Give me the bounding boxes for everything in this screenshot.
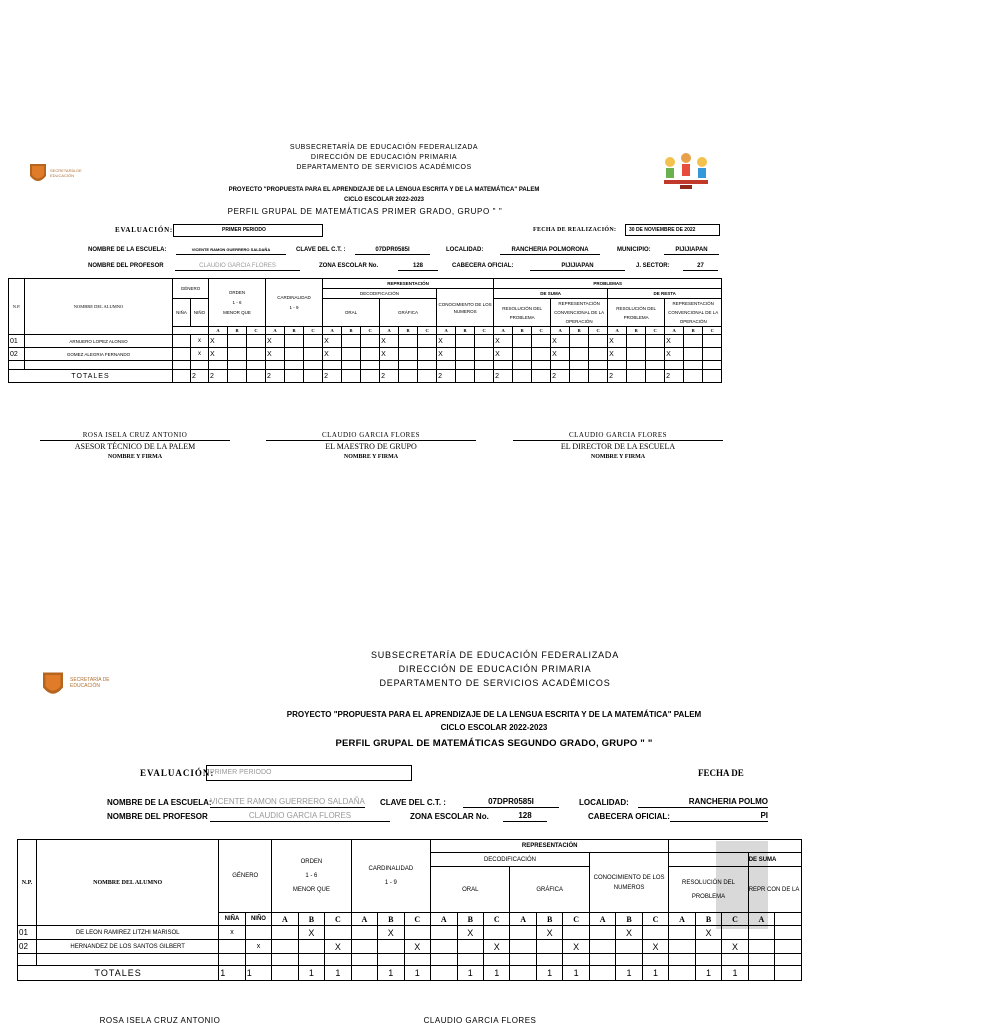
- empty-cell: [18, 954, 37, 966]
- abc-header: B: [457, 913, 483, 926]
- col-nina-header: NIÑA: [173, 299, 191, 327]
- col-representacion-header: REPRESENTACIÓN: [431, 840, 669, 853]
- mark-cell: X: [608, 348, 627, 361]
- signer-name: CLAUDIO GARCIA FLORES: [321, 431, 420, 439]
- mark-cell: X: [323, 348, 342, 361]
- abc-header: A: [669, 913, 695, 926]
- totales-label: TOTALES: [18, 966, 219, 981]
- empty-cell: [695, 954, 721, 966]
- abc-header: C: [589, 327, 608, 335]
- mark-cell: [536, 940, 562, 954]
- signer-role: EL MAESTRO DE GRUPO: [266, 440, 476, 452]
- evaluacion-label: EVALUACIÓN:: [115, 226, 174, 234]
- mark-cell: X: [608, 335, 627, 348]
- table-row: [18, 954, 802, 966]
- nina-mark: [219, 940, 245, 954]
- abc-header: C: [646, 327, 665, 335]
- mark-cell: [431, 926, 457, 940]
- student-name: GOMEZ ALEGRIA FERNANDO: [25, 348, 173, 361]
- mark-cell: X: [551, 335, 570, 348]
- mark-cell: [404, 926, 431, 940]
- mark-cell: X: [536, 926, 562, 940]
- abc-header: B: [536, 913, 562, 926]
- abc-header: A: [272, 913, 298, 926]
- mark-cell: [351, 940, 377, 954]
- mark-cell: [272, 940, 298, 954]
- abc-header: B: [570, 327, 589, 335]
- abc-header: B: [378, 913, 404, 926]
- empty-cell: [510, 954, 536, 966]
- abc-header: C: [703, 327, 722, 335]
- sector-label: J. SECTOR:: [636, 263, 670, 269]
- zona-label: ZONA ESCOLAR No.: [319, 263, 379, 269]
- col-representacion-header: REPRESENTACIÓN: [323, 279, 494, 289]
- blank-cell: [669, 853, 748, 867]
- abc-header: A: [589, 913, 615, 926]
- col-decodificacion-header: DECODIFICACIÓN: [431, 853, 590, 867]
- col-resolucion-header: RESOLUCIÓN DEL PROBLEMA: [494, 299, 551, 327]
- abc-header: A: [351, 913, 377, 926]
- mark-cell: X: [551, 348, 570, 361]
- abc-header: B: [399, 327, 418, 335]
- col-oral-header: ORAL: [323, 299, 380, 327]
- header-line-1: SUBSECRETARÍA DE EDUCACIÓN FEDERALIZADA: [289, 144, 479, 151]
- mark-cell: [642, 926, 669, 940]
- signer-sub: NOMBRE Y FIRMA: [343, 454, 399, 460]
- logo-text: SECRETARÍA DE EDUCACIÓN: [50, 168, 82, 178]
- mark-cell: [325, 926, 351, 940]
- student-np: 01: [9, 335, 25, 348]
- header-line-3: DEPARTAMENTO DE SERVICIOS ACADÉMICOS: [379, 678, 611, 688]
- empty-cell: [325, 954, 351, 966]
- blank-cell: [775, 966, 802, 981]
- mark-cell: [748, 940, 774, 954]
- fecha-label: FECHA DE: [698, 768, 744, 778]
- total-cell: 1: [563, 966, 589, 981]
- total-cell: [748, 966, 774, 981]
- localidad-label: LOCALIDAD:: [579, 798, 629, 807]
- signer-sub: NOMBRE Y FIRMA: [590, 454, 646, 460]
- evaluacion-value: PRIMER PERIODO: [173, 224, 323, 237]
- localidad-label: LOCALIDAD:: [446, 247, 484, 253]
- zona-value: 128: [503, 811, 547, 822]
- cabecera-label: CABECERA OFICIAL:: [452, 263, 514, 269]
- abc-header: B: [513, 327, 532, 335]
- mark-cell: [722, 926, 748, 940]
- abc-header: A: [431, 913, 457, 926]
- blank-cell: [775, 913, 802, 926]
- col-genero-header: GÉNERO: [173, 279, 209, 299]
- table-row: [18, 926, 802, 940]
- cabecera-label: CABECERA OFICIAL:: [588, 812, 670, 821]
- col-cardinalidad-header: [351, 840, 430, 913]
- total-cell: [431, 966, 457, 981]
- student-np: 02: [9, 348, 25, 361]
- abc-header: A: [608, 327, 627, 335]
- col-nina-header: NIÑA: [219, 913, 245, 926]
- student-name: HERNANDEZ DE LOS SANTOS GILBERT: [37, 940, 219, 954]
- mark-cell: X: [665, 335, 684, 348]
- mark-cell: X: [404, 940, 431, 954]
- empty-cell: [722, 954, 748, 966]
- abc-header: A: [551, 327, 570, 335]
- col-rep_conv-header: REPRESENTACIÓN CONVENCIONAL DE LA OPERACIÓN: [665, 299, 722, 327]
- mark-cell: X: [457, 926, 483, 940]
- total-cell: [351, 966, 377, 981]
- nino-mark: x: [191, 335, 209, 348]
- abc-header: C: [563, 913, 589, 926]
- mark-cell: X: [563, 940, 589, 954]
- total-cell: 2: [665, 370, 684, 383]
- col-np-header: N.P.: [18, 840, 37, 926]
- empty-cell: [536, 954, 562, 966]
- mark-cell: X: [325, 940, 351, 954]
- col-decodificacion-header: DECODIFICACIÓN: [323, 289, 437, 299]
- col-orden-header: [272, 840, 351, 913]
- cabecera-value: PIJIJIAPAN: [530, 262, 625, 271]
- signer-name: CLAUDIO GARCIA FLORES: [568, 431, 667, 439]
- total-cell: 1: [378, 966, 404, 981]
- clave-value: 07DPR0585I: [463, 797, 559, 808]
- empty-cell: [563, 954, 589, 966]
- abc-header: A: [323, 327, 342, 335]
- mark-cell: X: [323, 335, 342, 348]
- escuela-value: VICENTE RAMON GUERRERO SALDAÑA: [176, 246, 286, 255]
- mark-cell: [589, 926, 615, 940]
- project-title: PROYECTO "PROPUESTA PARA EL APRENDIZAJE DE LA LENGUA ESCRITA Y DE LA MATEMÁTICA" PALEM: [228, 187, 540, 193]
- orden-label: ORDEN: [228, 289, 246, 295]
- signature-block: [380, 1016, 580, 1025]
- abc-header: A: [380, 327, 399, 335]
- totales-label: TOTALES: [9, 370, 173, 383]
- abc-header: B: [456, 327, 475, 335]
- total-cell: 2: [380, 370, 399, 383]
- header-line-3: DEPARTAMENTO DE SERVICIOS ACADÉMICOS: [296, 164, 472, 171]
- school-cycle: CICLO ESCOLAR 2022-2023: [440, 723, 548, 732]
- abc-header: A: [209, 327, 228, 335]
- abc-header: C: [532, 327, 551, 335]
- nino-mark: x: [191, 348, 209, 361]
- blank-cell: [775, 926, 802, 940]
- cardinalidad-label: CARDINALIDAD: [368, 866, 414, 872]
- total-cell: 1: [483, 966, 509, 981]
- mark-cell: [669, 940, 695, 954]
- table-row: [18, 840, 802, 853]
- empty-cell: [351, 954, 377, 966]
- col-problemas-header-partial: [669, 840, 802, 853]
- nino-mark: [245, 926, 271, 940]
- empty-cell: [298, 954, 324, 966]
- mark-cell: X: [483, 940, 509, 954]
- empty-cell: [748, 954, 774, 966]
- card-range: 1 - 9: [289, 304, 299, 310]
- mark-cell: [748, 926, 774, 940]
- abc-header: B: [228, 327, 247, 335]
- mark-cell: X: [642, 940, 669, 954]
- nino-mark: x: [245, 940, 271, 954]
- mark-cell: [510, 926, 536, 940]
- escuela-label: NOMBRE DE LA ESCUELA:: [107, 798, 212, 807]
- signer-name: CLAUDIO GARCIA FLORES: [423, 1016, 537, 1025]
- zona-label: ZONA ESCOLAR No.: [410, 812, 489, 821]
- col-nombre-header: NOMBRE DEL ALUMNO: [37, 840, 219, 926]
- localidad-value: RANCHERIA POLMO: [638, 797, 768, 808]
- empty-cell: [431, 954, 457, 966]
- fecha-label: FECHA DE REALIZACIÓN:: [533, 227, 617, 233]
- empty-cell: [669, 954, 695, 966]
- total-cell: 1: [722, 966, 748, 981]
- total-cell: [589, 966, 615, 981]
- total-cell: 2: [209, 370, 228, 383]
- col-problemas-header: PROBLEMAS: [494, 279, 722, 289]
- empty-cell: [245, 954, 271, 966]
- total-cell: 1: [642, 966, 669, 981]
- mark-cell: X: [209, 348, 228, 361]
- empty-cell: [589, 954, 615, 966]
- orden-range: 1 - 6: [305, 873, 318, 879]
- empty-cell: [457, 954, 483, 966]
- mark-cell: X: [380, 335, 399, 348]
- evaluacion-value: PRIMER PERIODO: [206, 765, 412, 781]
- student-name: ARNUERO LOPEZ ALONSO: [25, 335, 173, 348]
- mark-cell: [695, 940, 721, 954]
- mark-cell: X: [722, 940, 748, 954]
- col-resta-header: DE RESTA: [608, 289, 722, 299]
- total-cell: 1: [325, 966, 351, 981]
- mark-cell: [272, 926, 298, 940]
- mark-cell: X: [695, 926, 721, 940]
- municipio-label: MUNICIPIO:: [617, 247, 651, 253]
- col-nombre-header: NOMBRE DEL ALUMNO: [25, 279, 173, 335]
- abc-header: B: [342, 327, 361, 335]
- nina-mark: x: [219, 926, 245, 940]
- col-conocimiento-header: CONOCIMIENTO DE LOS NUMEROS: [589, 853, 668, 913]
- blank-cell: [775, 940, 802, 954]
- col-rep-partial-header: REPR CON DE LA: [748, 867, 801, 913]
- student-np: 02: [18, 940, 37, 954]
- total-nino: 1: [245, 966, 271, 981]
- abc-header: C: [475, 327, 494, 335]
- mark-cell: [351, 926, 377, 940]
- abc-header: C: [304, 327, 323, 335]
- col-nino-header: NIÑO: [191, 299, 209, 327]
- signer-role: ASESOR TÉCNICO DE LA PALEM: [40, 440, 230, 452]
- col-conocimiento-header: CONOCIMIENTO DE LOS NUMEROS: [437, 289, 494, 327]
- abc-header: C: [325, 913, 351, 926]
- empty-cell: [642, 954, 669, 966]
- project-title: PROYECTO "PROPUESTA PARA EL APRENDIZAJE DE LA LENGUA ESCRITA Y DE LA MATEMÁTICA" PALEM: [286, 710, 702, 719]
- abc-header: B: [285, 327, 304, 335]
- total-cell: 1: [536, 966, 562, 981]
- abc-header: A: [510, 913, 536, 926]
- mark-cell: X: [437, 348, 456, 361]
- col-np-header: N.P.: [9, 279, 25, 335]
- mark-cell: [616, 940, 642, 954]
- profile-title: PERFIL GRUPAL DE MATEMÁTICAS PRIMER GRADO, GRUPO " ": [227, 207, 503, 216]
- abc-header: B: [695, 913, 721, 926]
- escuela-label: NOMBRE DE LA ESCUELA:: [88, 247, 167, 253]
- abc-header: B: [616, 913, 642, 926]
- total-cell: 1: [298, 966, 324, 981]
- municipio-value: PIJIJIAPAN: [664, 246, 719, 255]
- total-cell: 2: [494, 370, 513, 383]
- total-cell: [669, 966, 695, 981]
- abc-header: A: [266, 327, 285, 335]
- abc-header: A: [665, 327, 684, 335]
- empty-cell: [219, 954, 245, 966]
- empty-cell: [775, 954, 802, 966]
- abc-header: B: [627, 327, 646, 335]
- orden-range: 1 - 6: [232, 299, 242, 305]
- header-line-1: SUBSECRETARÍA DE EDUCACIÓN FEDERALIZADA: [370, 650, 620, 660]
- abc-header: C: [722, 913, 748, 926]
- empty-cell: [404, 954, 431, 966]
- profesor-label: NOMBRE DEL PROFESOR: [88, 263, 164, 269]
- localidad-value: RANCHERIA POLMORONA: [500, 246, 600, 255]
- total-cell: [510, 966, 536, 981]
- total-nino: 2: [191, 370, 209, 383]
- total-cell: 1: [404, 966, 431, 981]
- total-cell: 2: [608, 370, 627, 383]
- col-resolucion-header: RESOLUCIÓN DEL PROBLEMA: [608, 299, 665, 327]
- total-cell: 2: [323, 370, 342, 383]
- signer-role: EL DIRECTOR DE LA ESCUELA: [513, 440, 723, 452]
- escuela-value: VICENTE RAMON GUERRERO SALDAÑA: [210, 797, 365, 806]
- col-nino-header: NIÑO: [245, 913, 271, 926]
- card-range: 1 - 9: [384, 880, 397, 886]
- abc-header: C: [247, 327, 266, 335]
- abc-header: C: [361, 327, 380, 335]
- mark-cell: [483, 926, 509, 940]
- header-line-2: DIRECCIÓN DE EDUCACIÓN PRIMARIA: [310, 154, 458, 161]
- evaluacion-label: EVALUACIÓN:: [140, 768, 215, 778]
- student-np: 01: [18, 926, 37, 940]
- total-cell: 2: [266, 370, 285, 383]
- table-row: [18, 940, 802, 954]
- empty-cell: [378, 954, 404, 966]
- mark-cell: [669, 926, 695, 940]
- zona-value: 128: [398, 262, 438, 271]
- cabecera-value: PI: [670, 811, 768, 822]
- table-row: [18, 966, 802, 981]
- col-genero-header: GÉNERO: [219, 840, 272, 913]
- mark-cell: X: [437, 335, 456, 348]
- abc-header: B: [684, 327, 703, 335]
- header-line-2: DIRECCIÓN DE EDUCACIÓN PRIMARIA: [398, 664, 592, 674]
- abc-header: A: [494, 327, 513, 335]
- sector-value: 27: [683, 262, 718, 271]
- cardinalidad-label: CARDINALIDAD: [277, 294, 311, 300]
- empty-cell: [483, 954, 509, 966]
- total-cell: [272, 966, 298, 981]
- mark-cell: X: [266, 335, 285, 348]
- mark-cell: X: [616, 926, 642, 940]
- col-suma-header: DE SUMA: [748, 853, 801, 867]
- total-cell: 1: [695, 966, 721, 981]
- signer-name: ROSA ISELA CRUZ ANTONIO: [82, 431, 188, 439]
- mark-cell: X: [378, 926, 404, 940]
- total-nina: 1: [219, 966, 245, 981]
- col-resolucion-header: RESOLUCIÓN DEL PROBLEMA: [669, 867, 748, 913]
- profesor-value: CLAUDIO GARCIA FLORES: [210, 811, 390, 822]
- mark-cell: X: [266, 348, 285, 361]
- total-cell: 1: [616, 966, 642, 981]
- col-suma-header: DE SUMA: [494, 289, 608, 299]
- abc-header: C: [642, 913, 669, 926]
- abc-header: A: [437, 327, 456, 335]
- mark-cell: [431, 940, 457, 954]
- total-cell: 2: [551, 370, 570, 383]
- abc-header: C: [404, 913, 431, 926]
- mark-cell: [457, 940, 483, 954]
- mark-cell: [563, 926, 589, 940]
- mark-cell: [378, 940, 404, 954]
- orden-label: ORDEN: [300, 859, 323, 865]
- profesor-label: NOMBRE DEL PROFESOR: [107, 812, 208, 821]
- profile-table-segundo-grado: [17, 839, 802, 981]
- profesor-value: CLAUDIO GARCIA FLORES: [175, 262, 300, 271]
- abc-header: A: [748, 913, 774, 926]
- abc-header: B: [298, 913, 324, 926]
- col-oral-header: ORAL: [431, 867, 510, 913]
- student-name: DE LEON RAMIREZ LITZHI MARISOL: [37, 926, 219, 940]
- logo-text: SECRETARÍA DE EDUCACIÓN: [70, 677, 110, 689]
- profile-title: PERFIL GRUPAL DE MATEMÁTICAS SEGUNDO GRADO, GRUPO " ": [335, 738, 653, 749]
- signature-block: [70, 1016, 250, 1025]
- mark-cell: [298, 940, 324, 954]
- signer-sub: NOMBRE Y FIRMA: [107, 454, 163, 460]
- col-grafica-header: GRÁFICA: [380, 299, 437, 327]
- empty-cell: [37, 954, 219, 966]
- school-cycle: CICLO ESCOLAR 2022-2023: [343, 197, 425, 203]
- mark-cell: [589, 940, 615, 954]
- abc-header: C: [418, 327, 437, 335]
- orden-sub: MENOR QUE: [292, 887, 330, 893]
- col-grafica-header: GRÁFICA: [510, 867, 589, 913]
- clave-label: CLAVE DEL C.T. :: [380, 798, 446, 807]
- total-cell: 2: [437, 370, 456, 383]
- signer-name: ROSA ISELA CRUZ ANTONIO: [99, 1016, 221, 1025]
- fecha-value: 30 DE NOVIEMBRE DE 2022: [625, 224, 720, 236]
- mark-cell: X: [665, 348, 684, 361]
- col-rep_conv-header: REPRESENTACIÓN CONVENCIONAL DE LA OPERACIÓN: [551, 299, 608, 327]
- mark-cell: X: [380, 348, 399, 361]
- total-cell: 1: [457, 966, 483, 981]
- mark-cell: X: [494, 348, 513, 361]
- mark-cell: X: [209, 335, 228, 348]
- mark-cell: X: [298, 926, 324, 940]
- orden-sub: MENOR QUE: [223, 309, 251, 315]
- empty-cell: [616, 954, 642, 966]
- empty-cell: [272, 954, 298, 966]
- mark-cell: X: [494, 335, 513, 348]
- mark-cell: [510, 940, 536, 954]
- abc-header: C: [483, 913, 509, 926]
- clave-value: 07DPR0585I: [355, 246, 430, 255]
- clave-label: CLAVE DEL C.T. :: [296, 247, 346, 253]
